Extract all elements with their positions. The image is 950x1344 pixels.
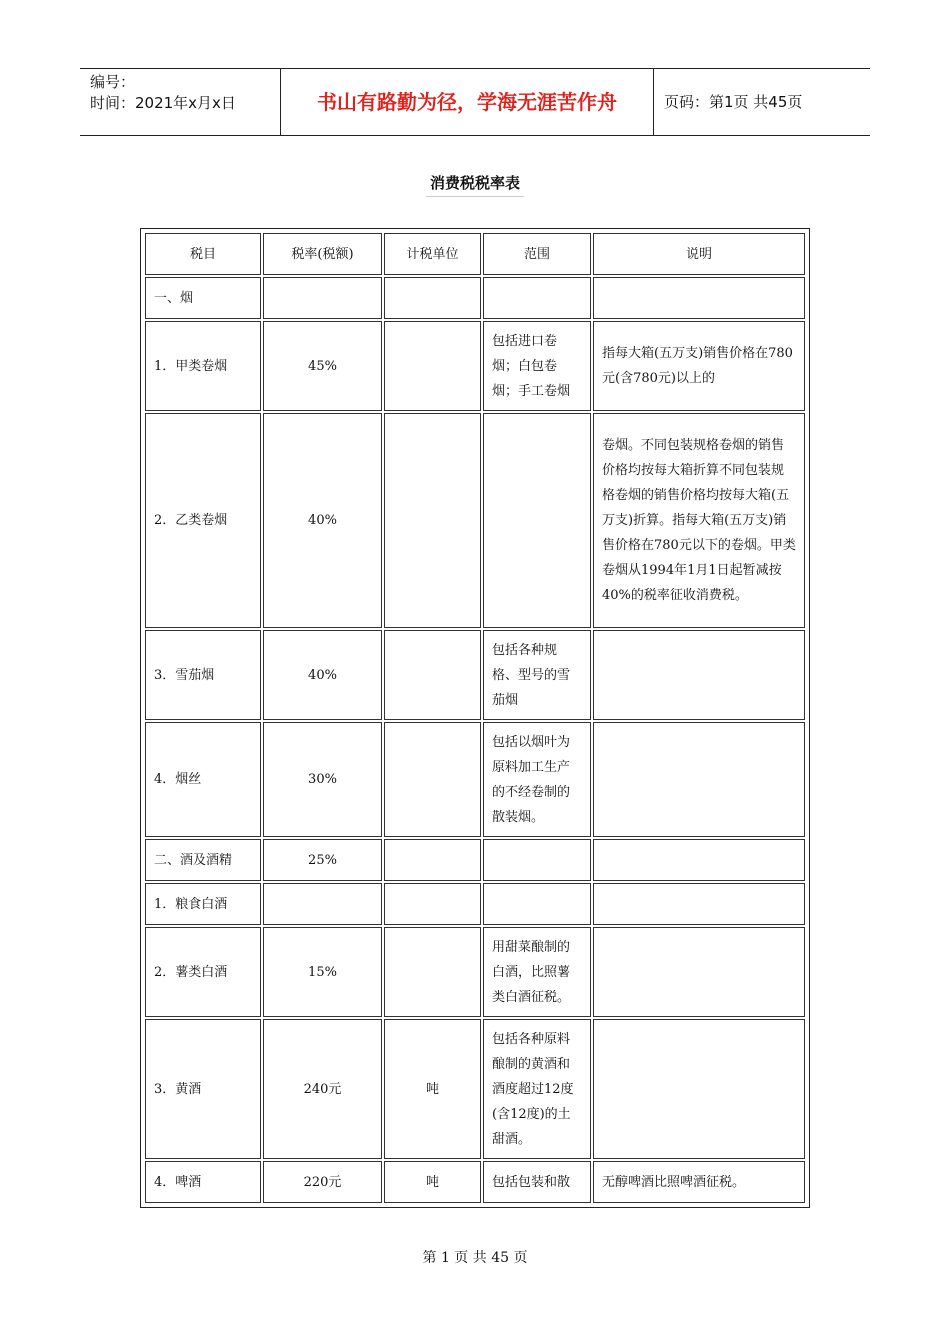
cell-range <box>483 883 591 925</box>
table-row <box>145 883 805 925</box>
cell-rate: 25% <box>263 839 382 881</box>
cell-note: 卷烟。不同包装规格卷烟的销售价格均按每大箱折算不同包装规格卷烟的销售价格均按每大箱(五万支)折算。指每大箱(五万支)销售价格在780元以下的卷烟。甲类卷烟从1994年1月1日起暂减按40%的税率征收消费税。 <box>593 413 805 628</box>
cell-unit <box>384 883 481 925</box>
cell-rate <box>263 883 382 925</box>
cell-note: 无醇啤酒比照啤酒征税。 <box>593 1161 805 1203</box>
table-row <box>145 413 805 628</box>
page-footer: 第 1 页 共 45 页 <box>422 1250 528 1266</box>
cell-note <box>593 927 805 1017</box>
cell-range <box>483 413 591 628</box>
header-cell-range: 范围 <box>483 233 591 275</box>
document-header <box>80 68 870 136</box>
cell-unit <box>384 927 481 1017</box>
cell-range <box>483 839 591 881</box>
table-row <box>145 321 805 411</box>
cell-rate: 40% <box>263 413 382 628</box>
cell-rate: 15% <box>263 927 382 1017</box>
cell-range: 包括以烟叶为原料加工生产的不经卷制的散装烟。 <box>483 722 591 837</box>
cell-rate <box>263 277 382 319</box>
cell-rate: 45% <box>263 321 382 411</box>
cell-note <box>593 722 805 837</box>
cell-note <box>593 839 805 881</box>
cell-item: 2．乙类卷烟 <box>145 413 261 628</box>
cell-item: 4．啤酒 <box>145 1161 261 1203</box>
cell-unit: 吨 <box>384 1019 481 1159</box>
cell-note <box>593 630 805 720</box>
cell-range: 用甜菜酿制的白酒，比照薯类白酒征税。 <box>483 927 591 1017</box>
table-row <box>145 1161 805 1203</box>
cell-unit <box>384 277 481 319</box>
cell-item: 2．薯类白酒 <box>145 927 261 1017</box>
cell-item: 4．烟丝 <box>145 722 261 837</box>
table-row <box>145 722 805 837</box>
cell-item: 二、酒及酒精 <box>145 839 261 881</box>
cell-unit <box>384 722 481 837</box>
tax-rate-table <box>140 228 810 1208</box>
header-meta <box>80 69 281 135</box>
cell-item: 3．雪茄烟 <box>145 630 261 720</box>
cell-rate: 30% <box>263 722 382 837</box>
cell-range <box>483 277 591 319</box>
table-header-row <box>145 233 805 275</box>
cell-range: 包括包装和散 <box>483 1161 591 1203</box>
table-row <box>145 927 805 1017</box>
cell-note: 指每大箱(五万支)销售价格在780元(含780元)以上的 <box>593 321 805 411</box>
table-row <box>145 277 805 319</box>
cell-item: 1．粮食白酒 <box>145 883 261 925</box>
page-title <box>0 172 950 197</box>
cell-note <box>593 277 805 319</box>
header-motto: 书山有路勤为径，学海无涯苦作舟 <box>281 69 654 135</box>
cell-unit <box>384 839 481 881</box>
cell-range: 包括各种原料酿制的黄酒和酒度超过12度(含12度)的土甜酒。 <box>483 1019 591 1159</box>
cell-note <box>593 1019 805 1159</box>
cell-unit: 吨 <box>384 1161 481 1203</box>
header-cell-rate: 税率(税额) <box>263 233 382 275</box>
cell-unit <box>384 321 481 411</box>
page-title-text: 消费税税率表 <box>426 172 524 197</box>
cell-unit <box>384 630 481 720</box>
cell-range: 包括各种规格、型号的雪茄烟 <box>483 630 591 720</box>
cell-item: 一、烟 <box>145 277 261 319</box>
cell-note <box>593 883 805 925</box>
header-cell-unit: 计税单位 <box>384 233 481 275</box>
cell-range: 包括进口卷烟；白包卷烟；手工卷烟 <box>483 321 591 411</box>
cell-rate: 40% <box>263 630 382 720</box>
cell-unit <box>384 413 481 628</box>
header-page-info: 页码：第1页 共45页 <box>664 93 803 111</box>
header-cell-item: 税目 <box>145 233 261 275</box>
cell-rate: 220元 <box>263 1161 382 1203</box>
header-cell-note: 说明 <box>593 233 805 275</box>
cell-item: 1．甲类卷烟 <box>145 321 261 411</box>
table-row <box>145 630 805 720</box>
date-label: 时间：2021年x月x日 <box>90 94 236 112</box>
table-row <box>145 1019 805 1159</box>
table-row <box>145 839 805 881</box>
cell-rate: 240元 <box>263 1019 382 1159</box>
cell-item: 3．黄酒 <box>145 1019 261 1159</box>
code-label: 编号： <box>90 73 136 91</box>
